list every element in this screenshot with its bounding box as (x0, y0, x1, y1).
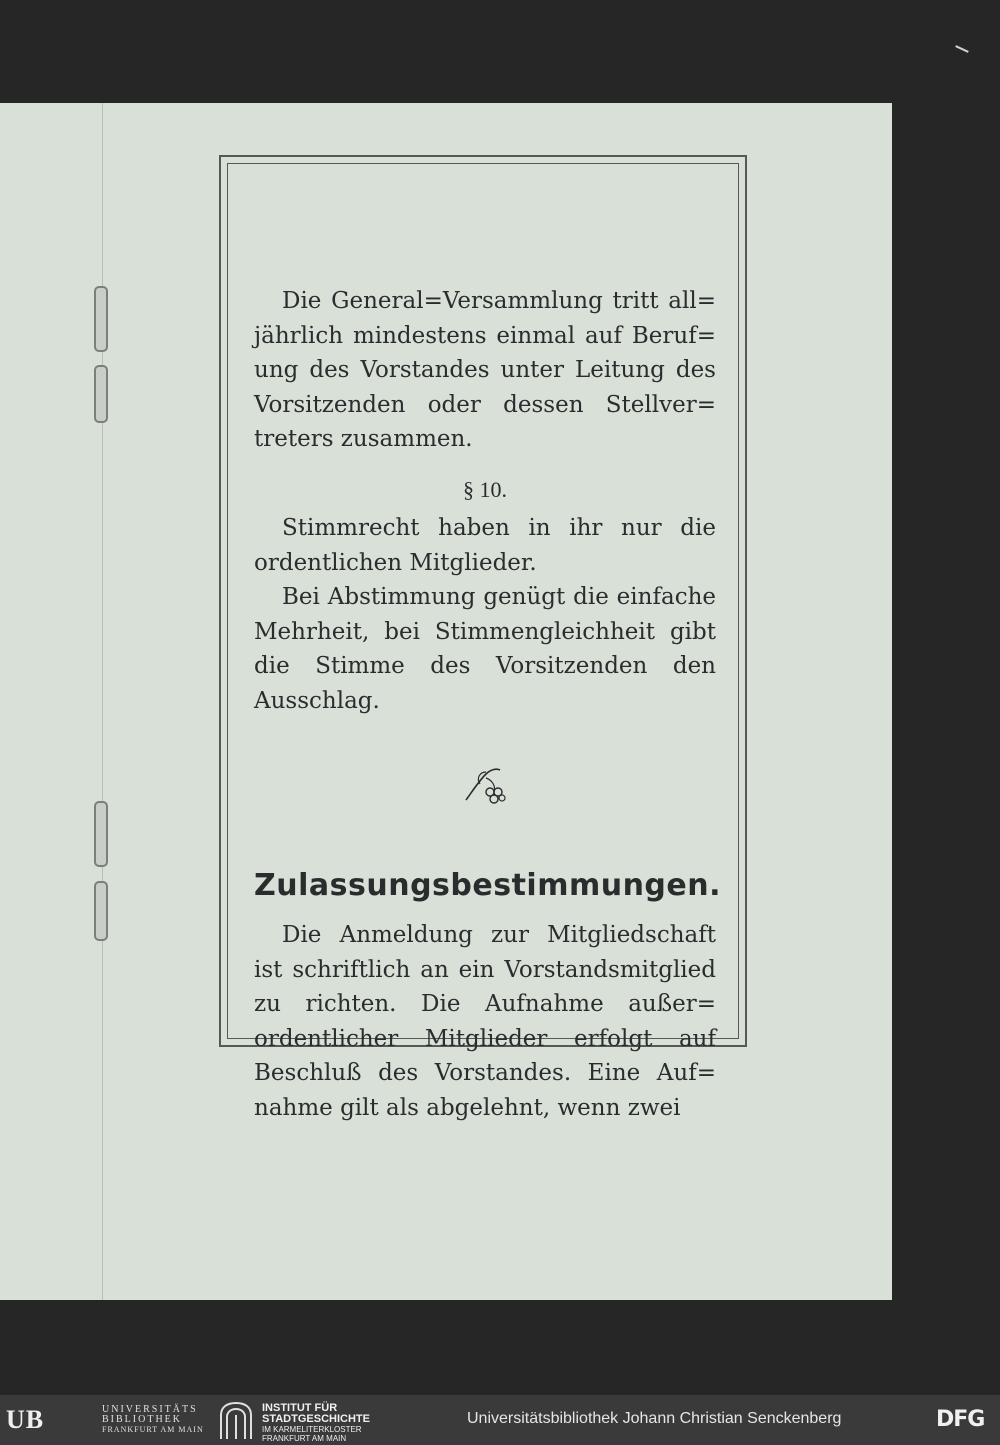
ub-line-3: FRANKFURT AM MAIN (102, 1425, 204, 1434)
stitch-bottom-2 (94, 881, 108, 941)
paragraph-voting-right: Stimmrecht haben in ihr nur die ordentlichen Mitglieder. (254, 515, 716, 576)
stitch-top-2 (94, 365, 108, 423)
isg-logo[interactable] (218, 1401, 418, 1441)
stitch-top-1 (94, 286, 108, 352)
text-block-upper (254, 284, 716, 718)
ub-line-1: UNIVERSITÄTS (102, 1404, 198, 1415)
paragraph-general-assembly: Die General=Versammlung tritt all= jährlich mindestens einmal auf Beruf= ung des Vorstandes unter Leitung des Vorsitzenden oder dessen Stellver= treters zusammen. (254, 288, 716, 452)
library-credit[interactable]: Universitätsbibliothek Johann Christian Senckenberg (467, 1410, 842, 1427)
text-block-lower (254, 918, 716, 1125)
binding-line (102, 103, 103, 1300)
ub-name (102, 1405, 204, 1435)
section-number: § 10. (463, 476, 507, 502)
arch-icon (218, 1401, 254, 1439)
ub-line-2: BIBLIOTHEK (102, 1414, 182, 1425)
ub-mark: UB (6, 1405, 45, 1434)
isg-name (262, 1403, 370, 1443)
footer-bar (0, 1395, 1000, 1445)
paragraph-membership-application: Die Anmeldung zur Mitgliedschaft ist schriftlich an ein Vorstandsmitglied zu richten. Die Aufnahme außer= ordentlicher Mitglieder erfolgt auf Beschluß des Vorstandes. Eine Auf= nahme gilt als abgelehnt, wenn zwei (254, 922, 716, 1121)
stitch-bottom-1 (94, 801, 108, 867)
paragraph-majority: Bei Abstimmung genügt die einfache Mehrheit, bei Stimmengleichheit gibt die Stimme des Vorsitzenden den Ausschlag. (254, 584, 716, 714)
corner-mark (955, 45, 969, 53)
isg-line-3: IM KARMELITERKLOSTER (262, 1425, 362, 1434)
isg-line-4: FRANKFURT AM MAIN (262, 1434, 347, 1443)
isg-line-1: INSTITUT FÜR (262, 1402, 338, 1414)
dfg-logo[interactable]: DFG (936, 1407, 985, 1432)
ub-logo[interactable] (6, 1403, 206, 1439)
isg-line-2: STADTGESCHICHTE (262, 1413, 370, 1425)
floral-ornament-icon (462, 764, 508, 806)
heading-admission-rules: Zulassungsbestimmungen. (254, 868, 722, 903)
